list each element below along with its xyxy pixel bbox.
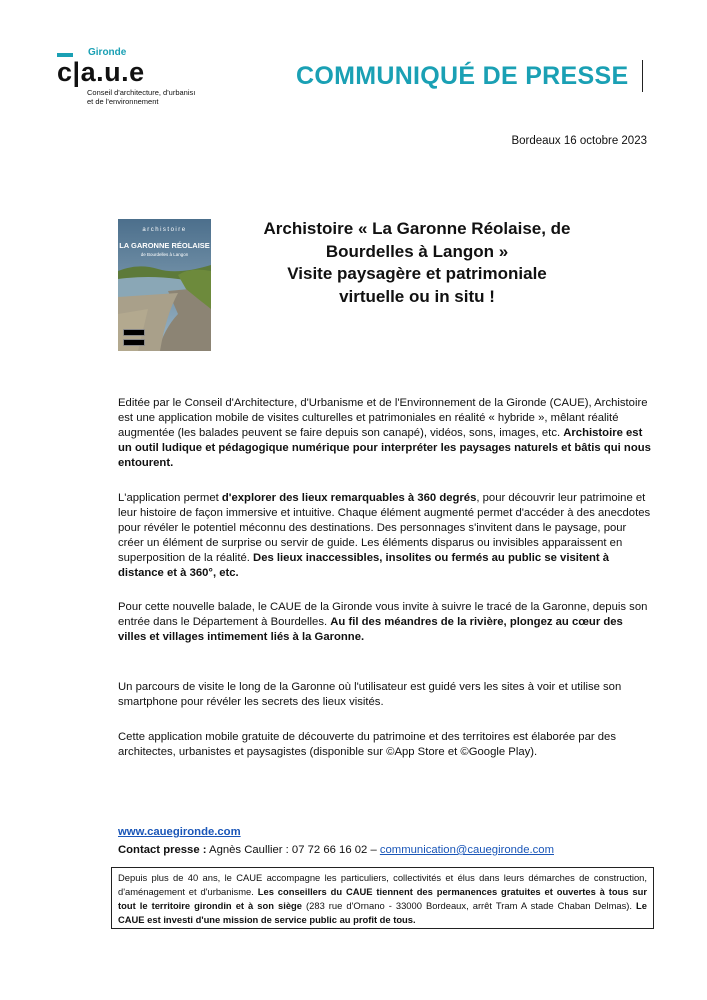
footer-bold-a: Les conseillers du CAUE tiennent des permanences gratuites et ouvertes à tous sur tout le territoire girondin et à son siège [118,886,647,911]
footer-text-b: (283 rue d'Ornano - 33000 Bordeaux, arrêt Tram A stade Chaban Delmas). [301,900,637,911]
paragraph-intro [118,396,653,471]
p2-bold-b: Des lieux inaccessibles, insolites ou fermés au public se visitent à distance et à 360°, etc. [118,552,610,579]
website-link[interactable]: www.cauegironde.com [118,826,241,838]
headline [262,218,572,308]
cover-title: LA GARONNE RÉOLAISE [119,241,210,250]
p3-bold: Au fil des méandres de la rivière, plongez au cœur des villes et villages intimement liés à la Garonne. [118,616,623,643]
google-play-badge [123,339,145,346]
cover-subtitle: de Bourdelles à Langon [140,252,189,257]
p2-text-b: , pour découvrir leur patrimoine et leur histoire de façon immersive et intuitive. Chaque élément augmenté permet d'accéder à des anecdotes pour révéler le potentiel méconnu des destinations. Des personnages s'invitent dans le paysage, pour créer un élément de surprise ou servir de guide. Les éléments disparus ou invisibles apparaissent en superposition de la réalité. [118,492,651,564]
p2-bold-a: d'explorer des lieux remarquables à 360 degrés [221,492,477,504]
headline-line2: Bourdelles à Langon » [325,241,509,261]
logo-wordmark: c|a.u.e [57,57,145,87]
press-contact [118,844,554,856]
title-separator [642,60,643,92]
p1-text: Editée par le Conseil d'Architecture, d'Urbanisme et de l'Environnement de la Gironde (CAUE), Archistoire est une application mobile de visites culturelles et patrimoniales en réalité « hybride », mêlant réalité augmentée (les balades peuvent se faire depuis son canapé), vidéos, sons, images, etc. [118,397,648,439]
p2-text-a: L'application permet [118,492,222,504]
footer-bold-b: Le CAUE est investi d'une mission de service public au profit de tous. [118,900,647,925]
cover-brand: archistoire [142,227,187,233]
paragraph-parcours: Un parcours de visite le long de la Garonne où l'utilisateur est guidé vers les sites à voir et utilise son smartphone pour révéler les secrets des lieux visités. [118,681,622,708]
paragraph-balade [118,600,653,645]
contact-person: Agnès Caullier : 07 72 66 16 02 – [206,844,380,856]
headline-line4: virtuelle ou in situ ! [339,286,495,306]
logo-region: Gironde [88,47,127,58]
headline-line1: Archistoire « La Garonne Réolaise, de [263,219,571,238]
release-date: Bordeaux 16 octobre 2023 [511,135,647,147]
press-release-title: COMMUNIQUÉ DE PRESSE [296,62,629,90]
caue-about-box [111,867,654,929]
paragraph-availability: Cette application mobile gratuite de découverte du patrimoine et des territoires est élaborée par des architectes, urbanistes et paysagistes (disponible sur ©App Store et ©Google Play). [118,731,616,758]
footer-text-a: Depuis plus de 40 ans, le CAUE accompagne les particuliers, collectivités et élus dans leurs démarches de construction, d'aménagement et d'urbanisme. [118,872,647,897]
paragraph-features [118,491,653,581]
contact-email-link[interactable]: communication@cauegironde.com [379,844,554,856]
logo-subtitle [87,88,237,106]
p3-text: Pour cette nouvelle balade, le CAUE de la Gironde vous invite à suivre le tracé de la Garonne, depuis son entrée dans le Département à Bourdelles. [118,601,648,628]
p1-bold: Archistoire est un outil ludique et pédagogique numérique pour interpréter les paysages naturels et bâtis qui nous entourent. [118,427,651,469]
contact-label: Contact presse : [118,844,207,856]
app-store-badge [123,329,145,336]
logo-subtitle-line2: et de l'environnement [87,97,159,106]
app-cover-image [118,219,211,351]
headline-line3: Visite paysagère et patrimoniale [287,264,547,283]
logo-subtitle-line1: Conseil d'architecture, d'urbanisı [87,88,196,97]
